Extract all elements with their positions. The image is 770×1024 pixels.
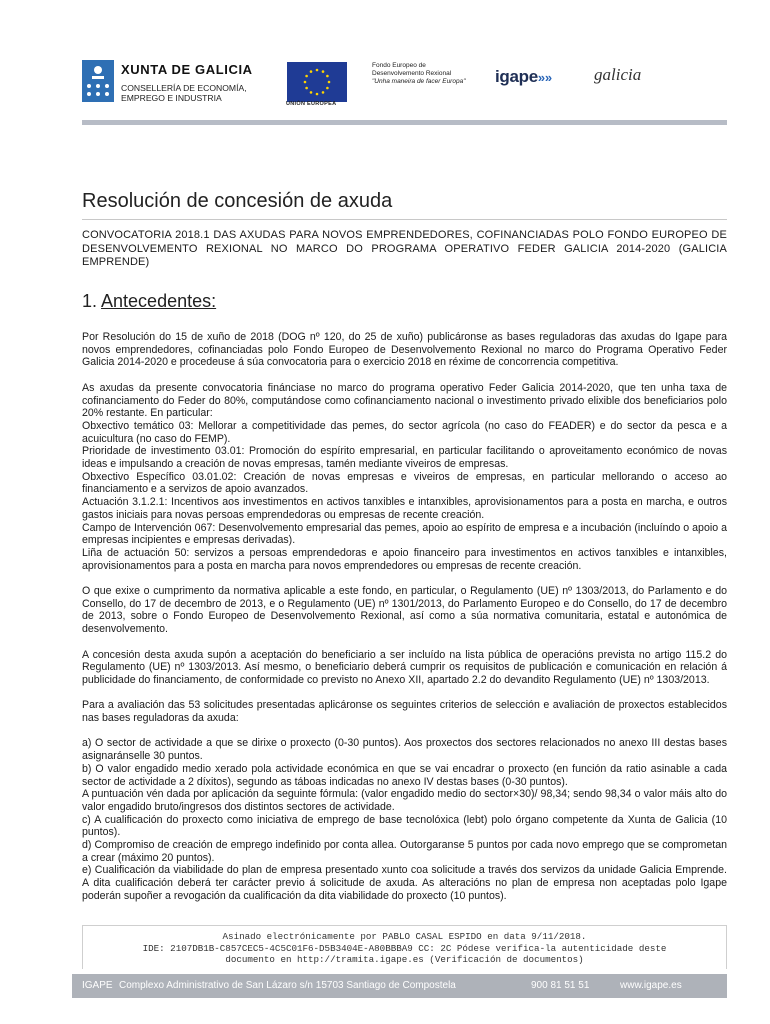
financiamento-line: Obxectivo temático 03: Mellorar a competitividade das pemes, do sector agrícola (no caso do FEADER) e do sector da pesca e a acuicultura (no caso do FEMP).: [82, 419, 727, 445]
paragraph-avaliacion: Para a avaliación das 53 solicitudes presentadas aplicáronse os seguintes criterios de selección e avaliación de proxectos establecidos nas bases reguladoras da axuda:: [82, 699, 727, 725]
feder-label: [372, 62, 466, 85]
criterion-item: b) O valor engadido medio xerado pola actividade económica en que se vai encadrar o proxecto (en función da ratio asinable a cada sector de actividade a 2 díxitos), segundo as táboas indicadas no anexo IV destas bases (0-30 puntos).: [82, 762, 727, 788]
igape-logo: [495, 67, 552, 87]
xunta-shield-icon: [82, 60, 114, 102]
feder-line-2: Desenvolvemento Rexional: [372, 69, 452, 77]
igape-arrows-icon: »»: [537, 70, 552, 85]
criterion-item: d) Compromiso de creación de emprego indefinido por conta allea. Outorgaranse 5 puntos por cada novo emprego que se comprometan a crear (máximo 20 puntos).: [82, 839, 727, 864]
convocatoria-text: CONVOCATORIA 2018.1 DAS AXUDAS PARA NOVOS EMPRENDEDORES, COFINANCIADAS POLO FONDO EUROPEO DE DESENVOLVEMENTO REXIONAL NO MARCO DO PROGRAMA OPERATIVO FEDER GALICIA 2014-2020 (GALICIA EMPRENDE): [82, 229, 727, 268]
footer-phone: 900 81 51 51: [531, 980, 590, 991]
financiamento-line: Obxectivo Específico 03.01.02: Creación de novas empresas e viveiros de empresas, en particular mellorando o acceso ao financiamento e a servizos de apoio avanzados.: [82, 470, 727, 496]
galicia-logo: galicia: [594, 65, 642, 84]
paragraph-concesion: A concesión desta axuda supón a aceptación do beneficiario a ser incluído na lista pública de operacións prevista no artigo 115.2 do Regulamento (UE) nº 1303/2013. Así mesmo, o beneficiario deberá cumprir os requisitos de publicación e comunicación en relación á publicidade do financiamento, de conformidade co previsto no Anexo XII, apartado 2.2 do devandito Regulamento (UE) nº 1303/2013.: [82, 648, 727, 686]
eu-caption: UNIÓN EUROPEA: [286, 101, 337, 107]
document-header: [0, 0, 770, 125]
signature-line-1: Asinado electrónicamente por PABLO CASAL ESPIDO en data 9/11/2018.: [222, 931, 587, 942]
conselleria-line-2: EMPREGO E INDUSTRIA: [121, 93, 222, 103]
footer-web-link[interactable]: www.igape.es: [620, 980, 682, 991]
financiamento-line: Actuación 3.1.2.1: Incentivos aos investimentos en activos tanxibles e intanxibles, aprovisionamentos para a posta en marcha, e outros gastos iniciais para novas persoas emprendedoras ou empresas de recente creación.: [82, 496, 727, 521]
feder-line-1: Fondo Europeo de: [372, 62, 426, 69]
financiamento-line: Liña de actuación 50: servizos a persoas emprendedoras e apoio financeiro para investimentos en activos tanxibles e intanxibles, aprovisionamentos para a posta en marcha para novos emprendedores ou empresas de recente creación.: [82, 546, 727, 572]
criterion-item: c) A cualificación do proxecto como iniciativa de emprego de base tecnolóxica (lebt) polo órgano competente da Xunta de Galicia (10 puntos).: [82, 813, 727, 839]
header-divider: [82, 120, 727, 125]
financiamento-line: Prioridade de investimento 03.01: Promoción do espírito empresarial, en particular facilitando o aproveitamento económico de novas ideas e impulsando a creación de novas empresas, tamén mediante viveiros de empresas.: [82, 445, 727, 471]
criterion-item: a) O sector de actividade a que se dirixe o proxecto (0-30 puntos). Aos proxectos dos sectores relacionados no anexo III destas bases asignaránselle 30 puntos.: [82, 737, 727, 763]
document-title: Resolución de concesión de axuda: [82, 190, 393, 212]
criteria-list: [82, 737, 727, 902]
title-divider: [82, 219, 727, 220]
financiamento-line: Campo de Intervención 067: Desenvolvemento empresarial das pemes, apoio ao espírito de empresa e a incubación (incluíndo o apoio a empresas incipientes e empresas derivadas).: [82, 521, 727, 547]
signature-line-2: IDE: 2107DB1B-C857CEC5-4C5C01F6-D5B3404E-A80BBBA9 CC: 2C Pódese verifica-la autenticidade deste: [142, 942, 667, 954]
conselleria-name: [121, 83, 247, 103]
paragraph-normativa: O que exixe o cumprimento da normativa aplicable a este fondo, en particular, o Regulamento (UE) nº 1303/2013, do Parlamento e do Consello, do 17 de decembro de 2013, e o Regulamento (UE) nº 1301/2013, do Parlamento Europeo e do Consello, do 17 de decembro de 2013, sobre o Fondo Europeo de Desenvolvemento Rexional, así como a súa normativa comunitaria, estatal e autonómica de desenvolvemento.: [82, 585, 727, 636]
footer-org: IGAPE: [82, 980, 113, 991]
igape-logo-text: igape: [495, 67, 538, 86]
conselleria-line-1: CONSELLERÍA DE ECONOMÍA,: [121, 83, 247, 93]
xunta-title: XUNTA DE GALICIA: [121, 62, 253, 77]
section-heading: [82, 291, 216, 312]
feder-motto: "Unha maneira de facer Europa": [372, 77, 466, 85]
section-number: 1.: [82, 291, 98, 311]
financiamento-line: As axudas da presente convocatoria finánciase no marco do programa operativo Feder Galicia 2014-2020, que ten unha taxa de cofinanciamento do Feder do 80%, computándose como cofinanciamento nacional o investimento privado elixible dos beneficiarios polo 20% restante. En particular:: [82, 381, 727, 420]
page-footer: [72, 974, 727, 998]
eu-flag-icon: [287, 62, 347, 102]
paragraph-financiamento: [82, 382, 727, 573]
criterion-item: A puntuación vén dada por aplicación da seguinte fórmula: (valor engadido medio do sector×30)/ 98,34; sendo 98,34 o valor máis alto do valor engadido bruto/ingresos dos distintos sectores de actividade.: [82, 788, 727, 813]
footer-address: Complexo Administrativo de San Lázaro s/n 15703 Santiago de Compostela: [119, 980, 456, 991]
document-body: [82, 331, 727, 903]
section-title: Antecedentes:: [101, 291, 217, 311]
electronic-signature: [88, 931, 721, 966]
paragraph-resolucion: Por Resolución do 15 de xuño de 2018 (DOG nº 120, do 25 de xuño) publicáronse as bases reguladoras das axudas do Igape para novos emprendedores, cofinanciadas polo Fondo Europeo de Desenvolvemento Rexional no marco do Programa Operativo Feder Galicia 2014-2020 e procedeuse á súa convocatoria para o exercicio 2018 en réxime de concorrencia competitiva.: [82, 331, 727, 369]
criterion-item: e) Cualificación da viabilidade do plan de empresa presentado xunto coa solicitude a través dos servizos da unidade Galicia Emprende. A dita cualificación deberá ter carácter previo á solicitude de axuda. As alteracións no plan de empresa non aceptadas polo Igape poderán supoñer a revogación da cualificación da dita viabilidade do proxecto (10 puntos).: [82, 864, 727, 902]
signature-line-3: documento en http://tramita.igape.es (Verificación de documentos): [225, 954, 584, 965]
